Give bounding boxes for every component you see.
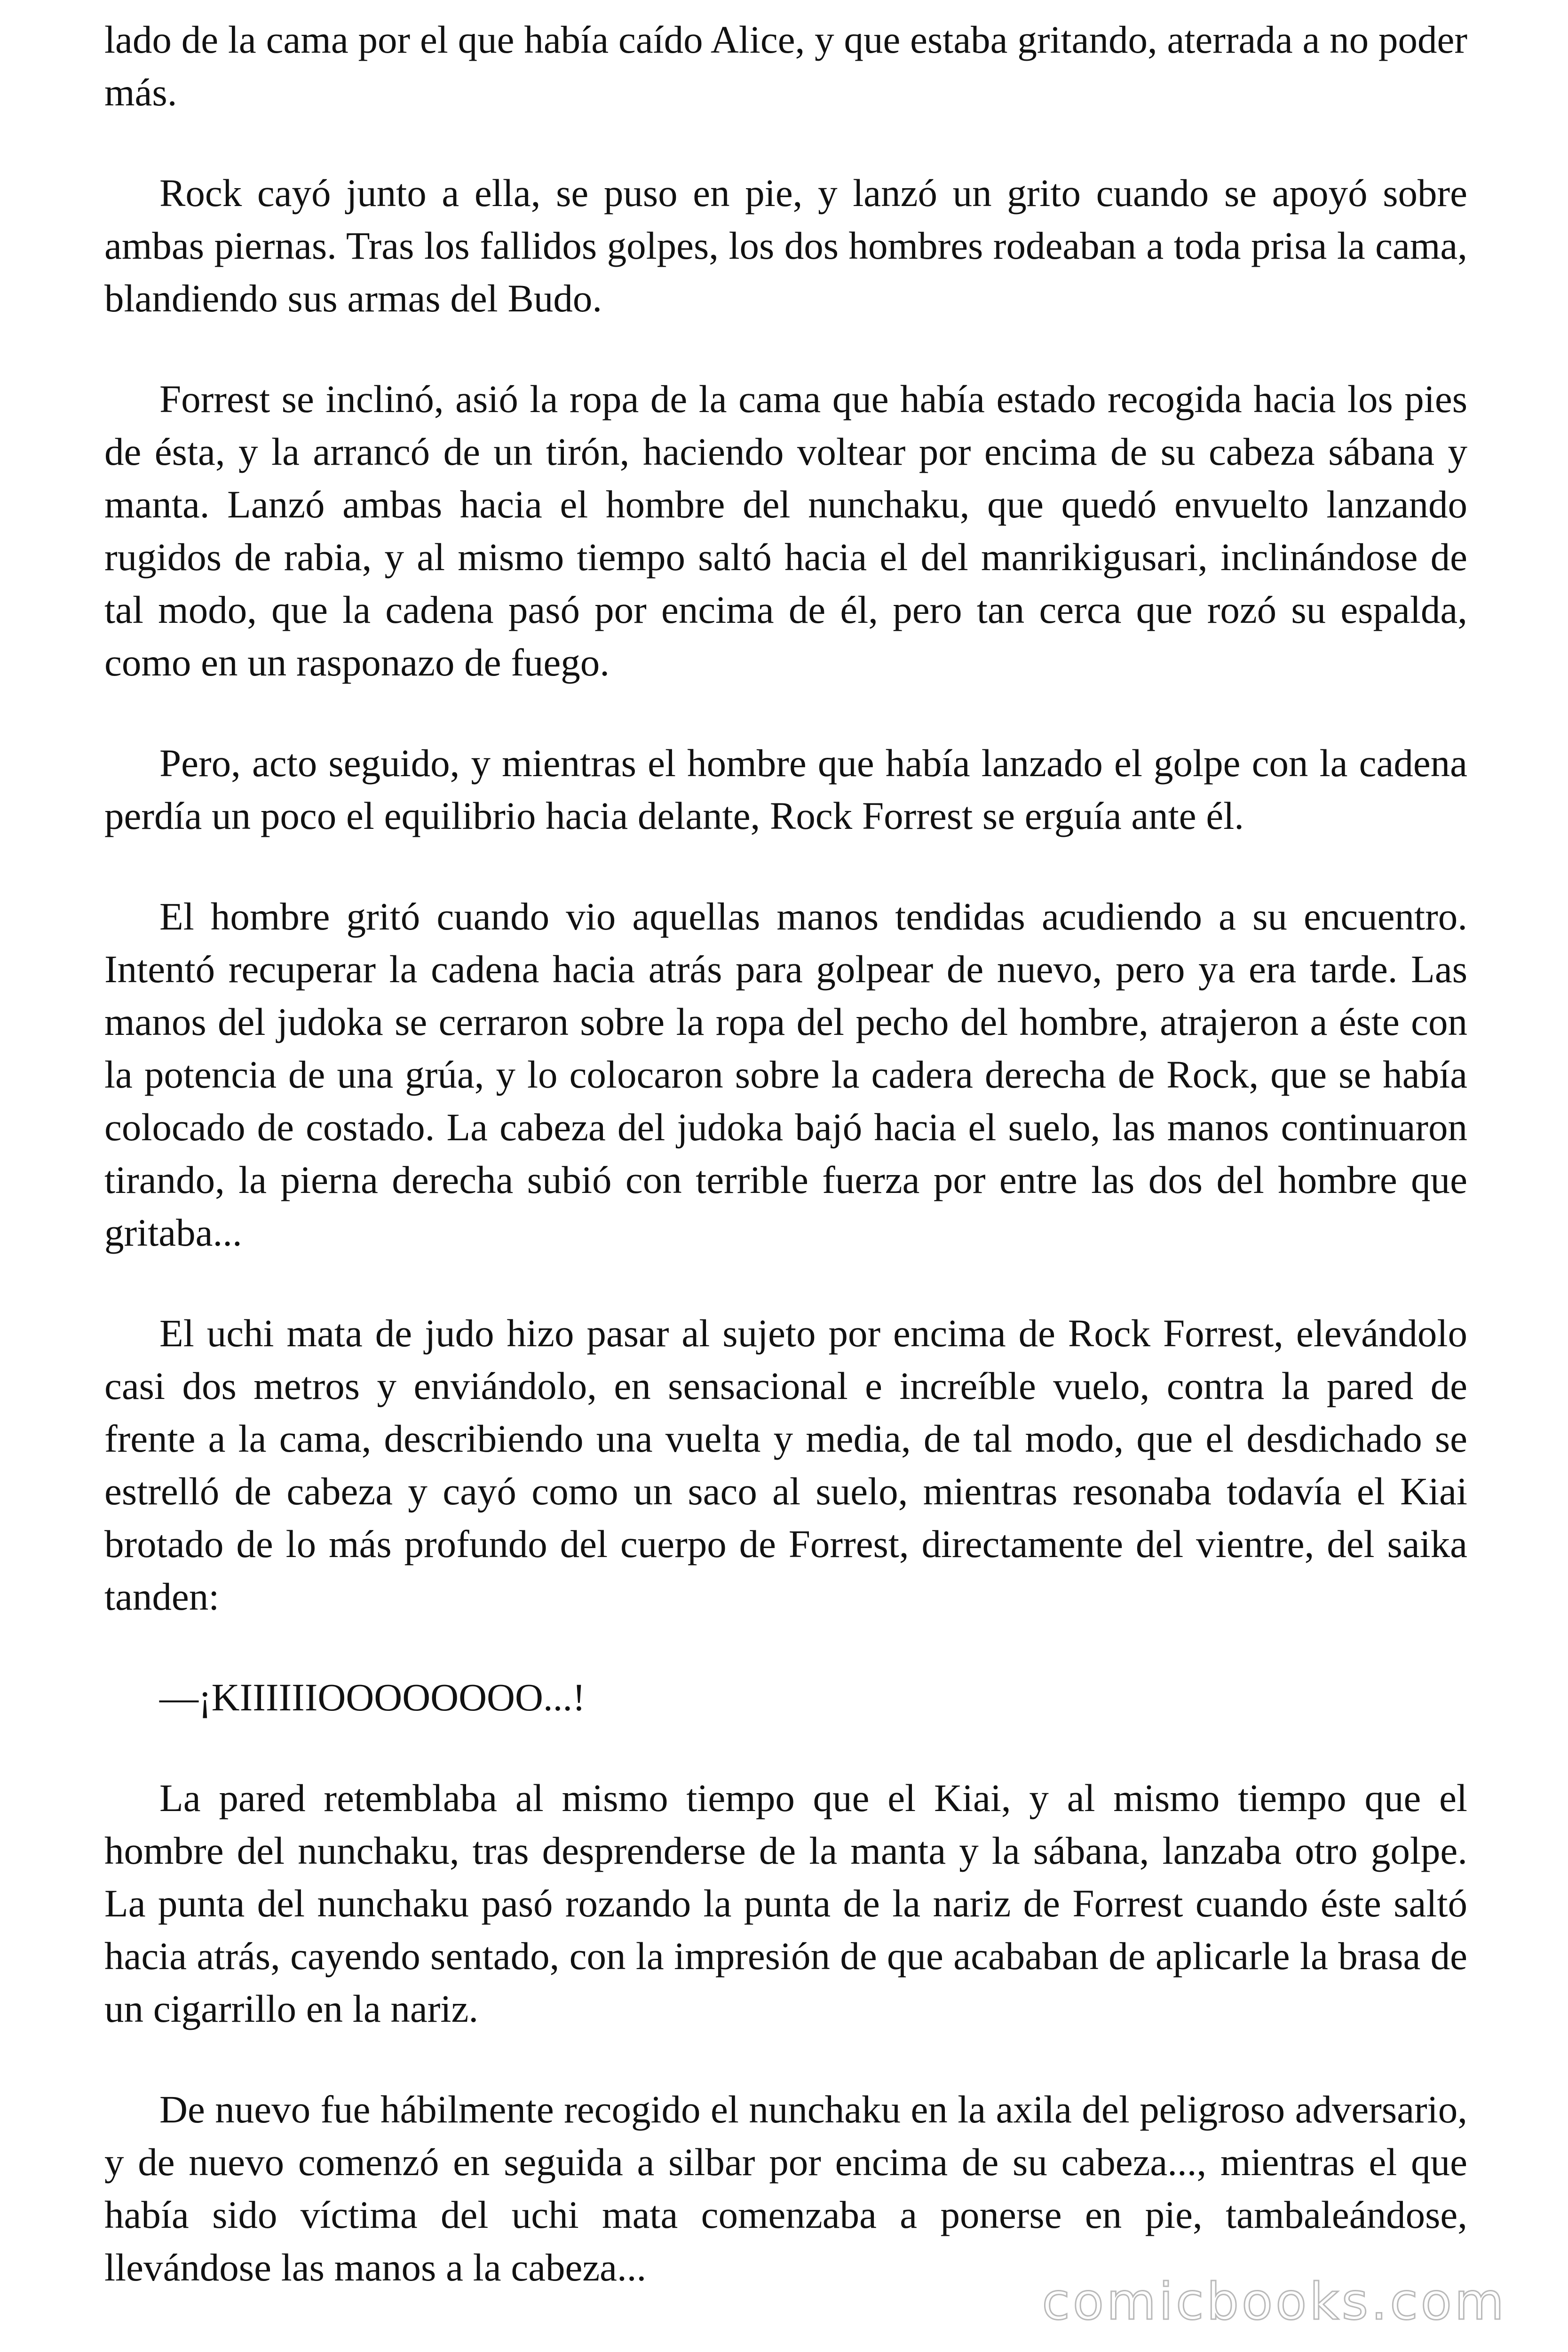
watermark: comicbooks.com (1042, 2273, 1507, 2331)
paragraph-8: La pared retemblaba al mismo tiempo que el Kiai, y al mismo tiempo que el hombre del nunchaku, tras desprenderse de la manta y la sábana, lanzaba otro golpe. La punta del nunchaku pasó rozando la punta de la nariz de Forrest cuando éste saltó hacia atrás, cayendo sentado, con la impresión de que acababan de aplicarle la brasa de un cigarrillo en la nariz. (104, 1776, 1467, 2030)
paragraph-4: Pero, acto seguido, y mientras el hombre que había lanzado el golpe con la cadena perdía un poco el equilibrio hacia delante, Rock Forrest se erguía ante él. (104, 741, 1467, 837)
document-page (104, 13, 1467, 2289)
paragraph-7-shout: —¡KIIIIIIOOOOOOOO...! (159, 1676, 586, 1719)
paragraph-5: El hombre gritó cuando vio aquellas manos tendidas acudiendo a su encuentro. Intentó recuperar la cadena hacia atrás para golpear de nuevo, pero ya era tarde. Las manos del judoka se cerraron sobre la ropa del pecho del hombre, atrajeron a éste con la potencia de una grúa, y lo colocaron sobre la cadera derecha de Rock, que se había colocado de costado. La cabeza del judoka bajó hacia el suelo, las manos continuaron tirando, la pierna derecha subió con terrible fuerza por entre las dos del hombre que gritaba... (104, 895, 1467, 1254)
paragraph-3: Forrest se inclinó, asió la ropa de la cama que había estado recogida hacia los pies de ésta, y la arrancó de un tirón, haciendo voltear por encima de su cabeza sábana y manta. Lanzó ambas hacia el hombre del nunchaku, que quedó envuelto lanzando rugidos de rabia, y al mismo tiempo saltó hacia el del manrikigusari, inclinándose de tal modo, que la cadena pasó por encima de él, pero tan cerca que rozó su espalda, como en un rasponazo de fuego. (104, 377, 1467, 684)
paragraph-6: El uchi mata de judo hizo pasar al sujeto por encima de Rock Forrest, elevándolo casi dos metros y enviándolo, en sensacional e increíble vuelo, contra la pared de frente a la cama, describiendo una vuelta y media, de tal modo, que el desdichado se estrelló de cabeza y cayó como un saco al suelo, mientras resonaba todavía el Kiai brotado de lo más profundo del cuerpo de Forrest, directamente del vientre, del saika tanden: (104, 1311, 1467, 1618)
paragraph-1: lado de la cama por el que había caído Alice, y que estaba gritando, aterrada a no poder más. (104, 18, 1467, 114)
paragraph-2: Rock cayó junto a ella, se puso en pie, y lanzó un grito cuando se apoyó sobre ambas piernas. Tras los fallidos golpes, los dos hombres rodeaban a toda prisa la cama, blandiendo sus armas del Budo. (104, 171, 1467, 320)
paragraph-9: De nuevo fue hábilmente recogido el nunchaku en la axila del peligroso adversario, y de nuevo comenzó en seguida a silbar por encima de su cabeza..., mientras el que había sido víctima del uchi mata comenzaba a ponerse en pie, tambaleándose, llevándose las manos a la cabeza... (104, 2088, 1467, 2289)
